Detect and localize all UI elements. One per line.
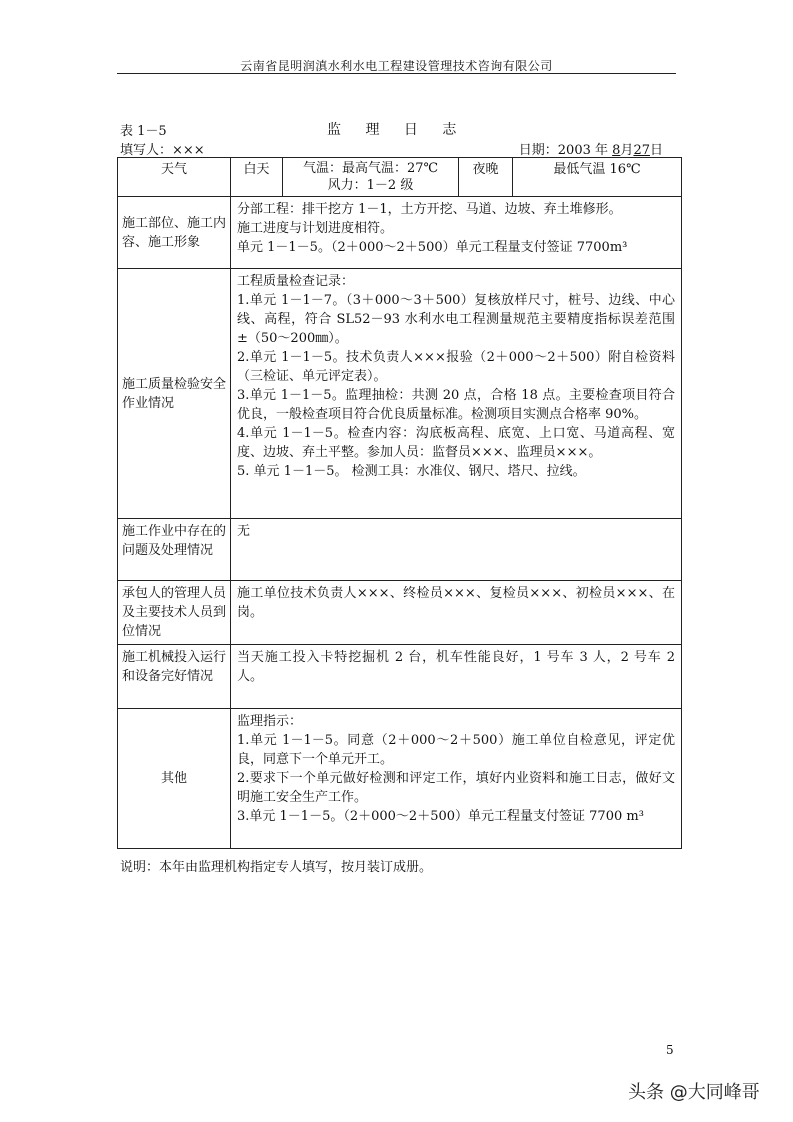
site-line: 施工进度与计划进度相符。 — [237, 221, 394, 236]
problems-row — [118, 519, 682, 581]
quality-content — [231, 269, 682, 519]
weather-label: 天气 — [118, 158, 231, 197]
other-item: 2.要求下一个单元做好检测和评定工作，填好内业资料和施工日志，做好文明施工安全生产工作。 — [237, 771, 675, 805]
problems-content: 无 — [231, 519, 682, 581]
quality-row — [118, 269, 682, 519]
machinery-label: 施工机械投入运行和设备完好情况 — [118, 645, 231, 709]
date-day: 27 — [633, 143, 650, 158]
header-divider — [117, 73, 676, 74]
quality-item: 4.单元 1－1－5。检查内容：沟底板高程、底宽、上口宽、马道高程、宽度、边坡、弃土平整。参加人员：监督员×××、监理员×××。 — [237, 426, 675, 460]
personnel-row — [118, 581, 682, 645]
machinery-content: 当天施工投入卡特挖掘机 2 台，机车性能良好，1 号车 3 人，2 号车 2 人。 — [231, 645, 682, 709]
site-content — [231, 197, 682, 269]
other-heading: 监理指示： — [237, 714, 303, 729]
date-day-suffix: 日 — [649, 143, 663, 158]
watermark: 头条 @大同峰哥 — [628, 1082, 760, 1103]
quality-item: 3.单元 1－1－5。监理抽检：共测 20 点，合格 18 点。主要检查项目符合优良，一般检查项目符合优良质量标准。检测项目实测点合格率 90%。 — [237, 388, 675, 422]
company-header: 云南省昆明润滇水利水电工程建设管理技术咨询有限公司 — [240, 59, 553, 73]
night-label: 夜晚 — [459, 158, 513, 197]
site-label: 施工部位、施工内容、施工形象 — [118, 197, 231, 269]
day-temperature: 气温：最高气温：27℃ — [302, 161, 439, 176]
site-line: 分部工程：排干挖方 1－1，土方开挖、马道、边坡、弃土堆修形。 — [237, 202, 622, 217]
other-item: 1.单元 1－1－5。同意（2＋000～2＋500）施工单位自检意见，评定优良，同意下一个单元开工。 — [237, 733, 675, 767]
problems-label: 施工作业中存在的问题及处理情况 — [118, 519, 231, 581]
quality-item: 5. 单元 1－1－5。 检测工具：水准仪、钢尺、塔尺、拉线。 — [237, 464, 586, 479]
page-number: 5 — [666, 1043, 674, 1057]
site-line: 单元 1－1－5。（2＋000～2＋500）单元工程量支付签证 7700m³ — [237, 240, 628, 255]
footnote: 说明：本年由监理机构指定专人填写，按月装订成册。 — [120, 860, 433, 875]
personnel-content: 施工单位技术负责人×××、终检员×××、复检员×××、初检员×××、在岗。 — [231, 581, 682, 645]
day-weather — [283, 158, 459, 197]
personnel-label: 承包人的管理人员及主要技术人员到位情况 — [118, 581, 231, 645]
machinery-row — [118, 645, 682, 709]
quality-label: 施工质量检验安全作业情况 — [118, 269, 231, 519]
weather-row — [118, 158, 682, 197]
date-month-suffix: 月 — [620, 143, 634, 158]
quality-item: 1.单元 1－1－7。（3＋000～3＋500）复核放样尺寸，桩号、边线、中心线、高程，符合 SL52－93 水利水电工程测量规范主要精度指标误差范围±（50～200㎜）。 — [237, 293, 675, 346]
day-wind: 风力：1－2 级 — [327, 178, 414, 193]
other-row — [118, 709, 682, 849]
site-row — [118, 197, 682, 269]
quality-item: 2.单元 1－1－5。技术负责人×××报验（2＋000～2＋500）附自检资料（三检证、单元评定表）。 — [237, 350, 675, 384]
quality-heading: 工程质量检查记录： — [237, 274, 355, 289]
other-label: 其他 — [118, 709, 231, 849]
date-prefix: 日期：2003 年 — [518, 143, 608, 158]
other-item: 3.单元 1－1－5。（2＋000～2＋500）单元工程量支付签证 7700 m³ — [237, 809, 644, 824]
supervision-log-table — [117, 157, 682, 849]
document-title: 监 理 日 志 — [327, 122, 467, 138]
log-date — [519, 139, 663, 158]
filler-name: 填写人：××× — [120, 143, 205, 158]
other-content — [231, 709, 682, 849]
table-number: 表 1－5 — [120, 124, 167, 139]
day-label: 白天 — [231, 158, 283, 197]
date-month: 8 — [612, 143, 621, 158]
night-temperature: 最低气温 16℃ — [513, 158, 682, 197]
